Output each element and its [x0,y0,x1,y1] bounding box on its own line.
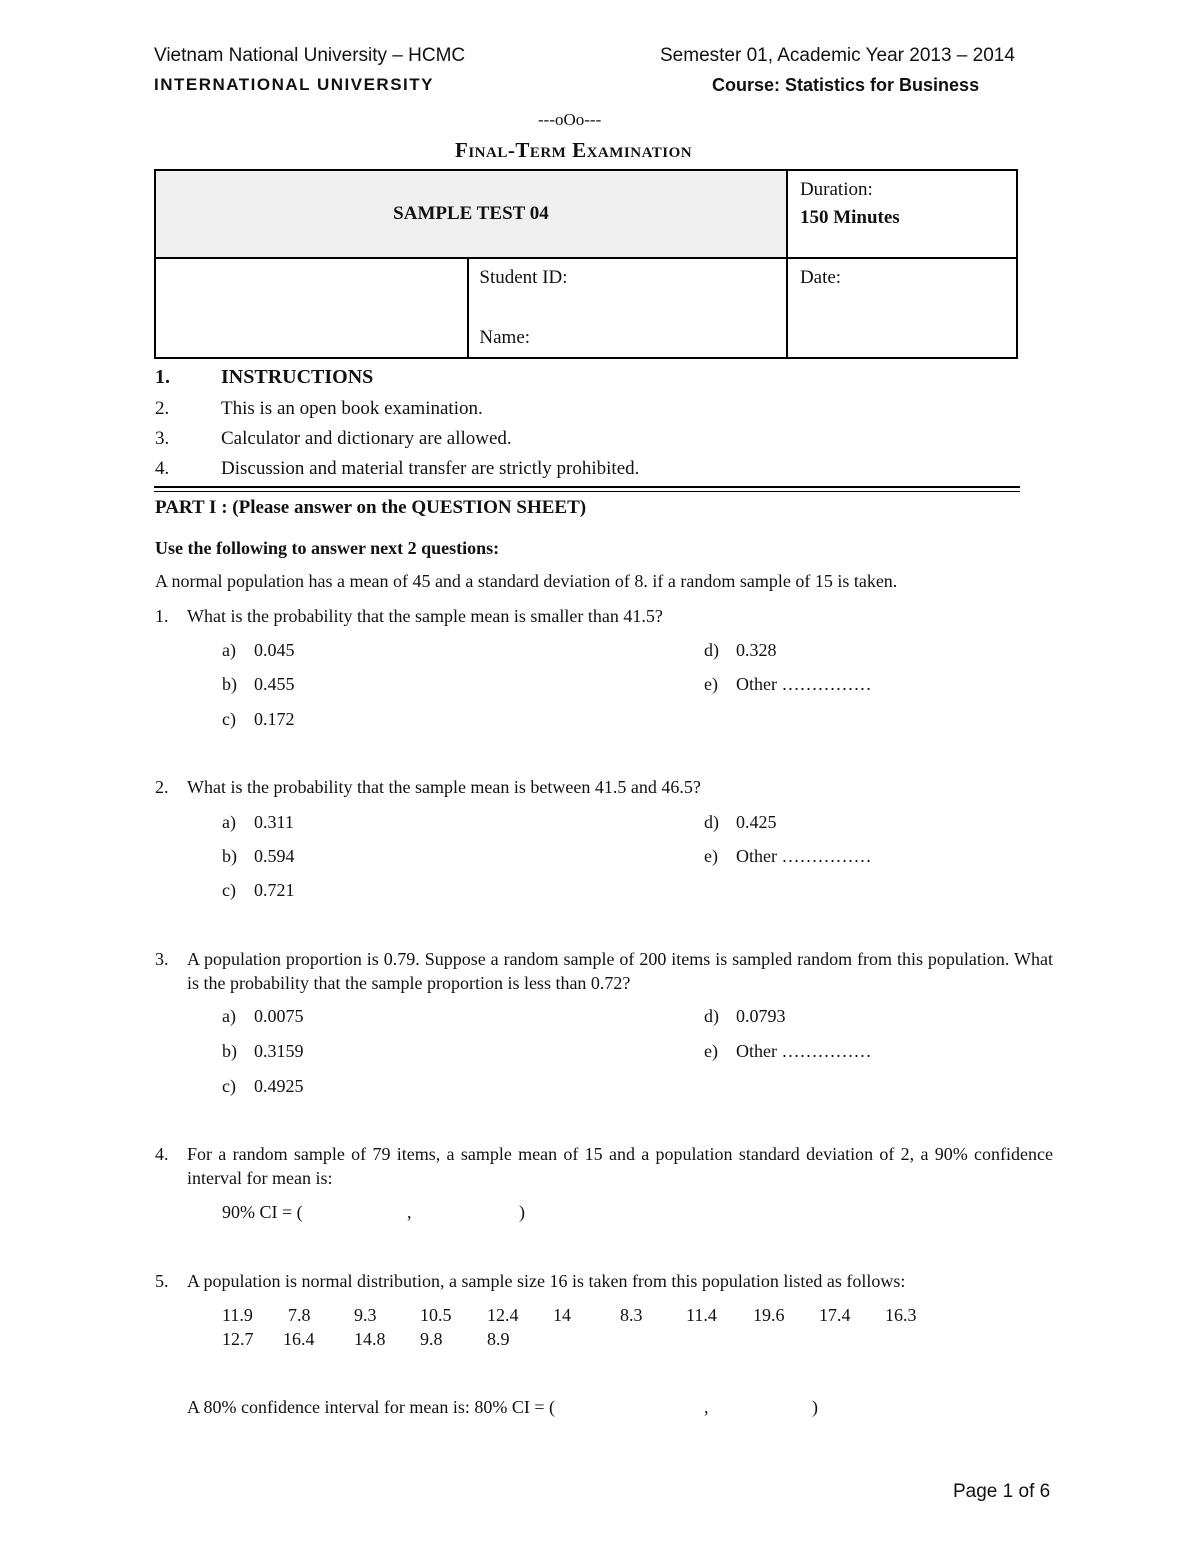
question-number: 4. [155,1144,169,1164]
option-letter: a) [222,1006,236,1026]
ci-comma: , [407,1202,412,1222]
option-letter: b) [222,1041,237,1061]
option-value[interactable]: 0.4925 [254,1076,304,1096]
university-name: Vietnam National University – HCMC [154,45,466,66]
exam-info-table [154,169,1018,359]
part1-intro: A normal population has a mean of 45 and a standard deviation of 8. if a random sample of 15 is taken. [155,571,898,591]
institute-name: INTERNATIONAL UNIVERSITY [154,75,434,94]
divider-thick [154,486,1020,488]
option-letter: e) [704,674,718,694]
question-text: For a random sample of 79 items, a sample mean of 15 and a population standard deviation of 2, a 90% confidence interval for mean is: [187,1144,1053,1188]
ci-label: 90% CI = ( [222,1202,303,1222]
data-value: 7.8 [288,1305,311,1325]
exam-title: Final-Term Examination [455,138,693,162]
option-letter: a) [222,640,236,660]
duration-value: 150 Minutes [799,207,900,228]
part1-intro-bold: Use the following to answer next 2 questions: [155,538,500,558]
question-number: 1. [155,606,169,626]
divider-thin [154,491,1020,492]
question-text: What is the probability that the sample mean is smaller than 41.5? [187,606,663,626]
data-value: 16.4 [283,1329,315,1349]
instruction-text: Discussion and material transfer are strictly prohibited. [221,458,640,479]
ci-close: ) [519,1202,525,1222]
page-number: Page 1 of 6 [953,1481,1051,1502]
duration-label: Duration: [799,179,873,200]
question-number: 2. [155,777,169,797]
option-value[interactable]: 0.3159 [254,1041,304,1061]
data-value: 19.6 [753,1305,785,1325]
option-letter: a) [222,812,236,832]
option-value[interactable]: Other …………… [736,674,872,694]
student-id-label[interactable]: Student ID: [479,267,568,288]
question-text: A population proportion is 0.79. Suppose a random sample of 200 items is sampled random from this population. What is the probability that the sample proportion is less than 0.72? [187,949,1053,993]
option-letter: c) [222,1076,236,1096]
option-letter: e) [704,1041,718,1061]
data-value: 12.7 [222,1329,254,1349]
option-letter: d) [704,812,719,832]
data-value: 16.3 [885,1305,917,1325]
instruction-text: Calculator and dictionary are allowed. [221,428,512,449]
semester-info: Semester 01, Academic Year 2013 – 2014 [660,45,1015,66]
instruction-text: This is an open book examination. [221,398,483,419]
question-number: 3. [155,949,169,969]
part1-heading: PART I : (Please answer on the QUESTION SHEET) [155,497,587,518]
data-value: 11.4 [686,1305,717,1325]
option-value[interactable]: 0.721 [254,880,295,900]
option-letter: d) [704,1006,719,1026]
option-value[interactable]: Other …………… [736,1041,872,1061]
ci-comma: , [704,1397,709,1417]
option-value[interactable]: Other …………… [736,846,872,866]
data-value: 9.3 [354,1305,377,1325]
ci-close: ) [812,1397,818,1417]
data-value: 9.8 [420,1329,443,1349]
blank-cell [155,258,468,358]
test-name: SAMPLE TEST 04 [393,203,549,224]
data-value: 12.4 [487,1305,519,1325]
option-letter: d) [704,640,719,660]
course-name: Course: Statistics for Business [712,75,980,95]
option-value[interactable]: 0.455 [254,674,295,694]
option-value[interactable]: 0.045 [254,640,295,660]
option-value[interactable]: 0.594 [254,846,295,866]
option-value[interactable]: 0.425 [736,812,777,832]
option-value[interactable]: 0.311 [254,812,294,832]
test-name-cell [155,170,787,258]
instruction-num: 4. [155,458,170,479]
instruction-num: 3. [155,428,170,449]
question-number: 5. [155,1271,169,1291]
data-value: 11.9 [222,1305,253,1325]
separator: ---oOo--- [538,110,602,129]
data-value: 17.4 [819,1305,851,1325]
date-cell [787,258,1017,358]
student-cell [468,258,787,358]
option-letter: c) [222,880,236,900]
option-value[interactable]: 0.172 [254,709,295,729]
option-letter: b) [222,846,237,866]
option-letter: b) [222,674,237,694]
data-value: 8.9 [487,1329,510,1349]
data-value: 14.8 [354,1329,386,1349]
option-letter: e) [704,846,718,866]
name-label[interactable]: Name: [479,327,531,348]
question-text: What is the probability that the sample mean is between 41.5 and 46.5? [187,777,701,797]
data-value: 8.3 [620,1305,643,1325]
data-value: 10.5 [420,1305,452,1325]
instruction-num: 2. [155,398,170,419]
instruction-text: INSTRUCTIONS [221,366,374,388]
date-label[interactable]: Date: [799,267,842,288]
question-text: A population is normal distribution, a sample size 16 is taken from this population listed as follows: [187,1271,906,1291]
data-value: 14 [553,1305,571,1325]
option-letter: c) [222,709,236,729]
option-value[interactable]: 0.0075 [254,1006,304,1026]
duration-cell [787,170,1017,258]
ci-label: A 80% confidence interval for mean is: 80% CI = ( [187,1397,556,1417]
option-value[interactable]: 0.0793 [736,1006,786,1026]
option-value[interactable]: 0.328 [736,640,777,660]
instruction-num: 1. [155,366,170,388]
